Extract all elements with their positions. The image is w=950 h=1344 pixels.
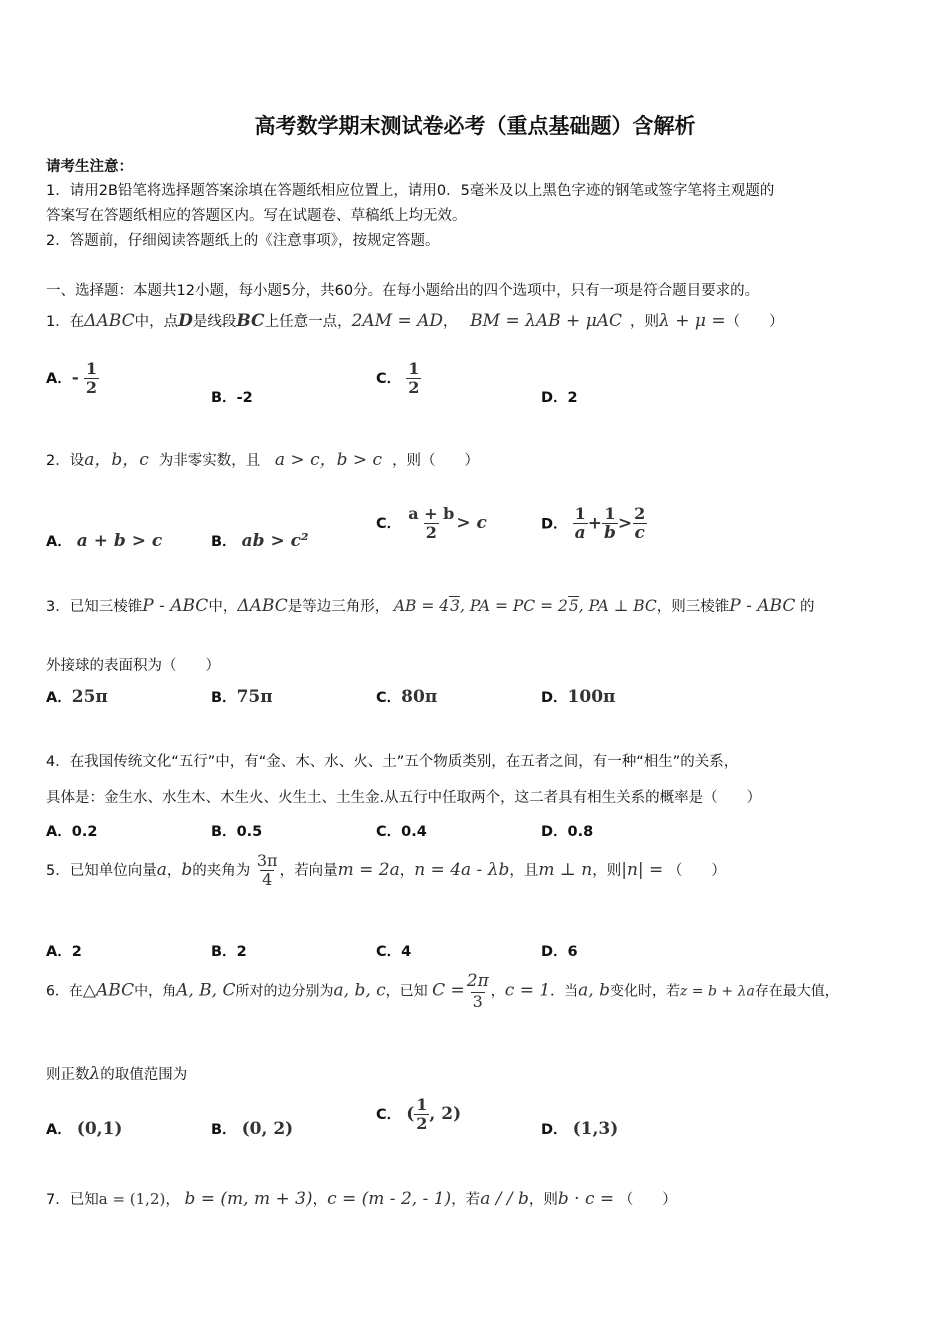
question-3-stem: 3．已知三棱锥P - ABC中，ΔABC是等边三角形， AB = 43, PA = PC = 25, PA ⊥ BC，则三棱锥P - ABC 的 (46, 596, 815, 616)
question-5-stem: 5．已知单位向量a，b的夹角为 $\frac{3\pi}{4}$ ，若向量m = 2a，n = 4a - λb，且m ⊥ n，则|n| = （ ） (46, 851, 726, 890)
question-7-stem: 7．已知a = (1,2)， b = (m, m + 3)，c = (m - 2, - 1)，若a / / b，则b · c = （ ） (46, 1189, 677, 1209)
q1-text: 上任意一点， (264, 314, 352, 330)
q5-option-c[interactable]: C．4 (376, 944, 412, 960)
q2-option-d[interactable]: D． $\frac{1}{a}$ + $\frac{1}{b}$ > $\frac{2}{c}$ (541, 504, 646, 544)
q5-option-b[interactable]: B．2 (211, 944, 247, 960)
q1-vector-decomposition: BM = λAB + μAC (470, 311, 623, 331)
q5-option-d[interactable]: D．6 (541, 944, 578, 960)
q6-option-a[interactable]: A． (0,1) (46, 1119, 123, 1139)
notice-item-1-continued: 答案写在答题纸相应的答题区内。写在试题卷、草稿纸上均无效。 (46, 208, 467, 224)
notice-item-2: 2．答题前，仔细阅读答题纸上的《注意事项》，按规定答题。 (46, 233, 440, 249)
q5-option-a[interactable]: A．2 (46, 944, 82, 960)
q3-option-c[interactable]: C．80π (376, 687, 438, 707)
q1-option-b[interactable]: B．-2 (211, 390, 253, 406)
question-3-stem-continued: 外接球的表面积为（ ） (46, 658, 220, 674)
q1-text: （ ） (725, 314, 784, 330)
q3-option-a[interactable]: A．25π (46, 687, 108, 707)
q1-vector-equation: 2AM = AD (351, 311, 444, 331)
q4-option-a[interactable]: A．0.2 (46, 824, 98, 840)
q2-option-a[interactable]: A． a + b > c (46, 531, 163, 551)
q1-text: ，则 (630, 314, 660, 330)
q3-option-b[interactable]: B．75π (211, 687, 273, 707)
q1-math: λ + μ = (659, 311, 726, 331)
q4-option-c[interactable]: C．0.4 (376, 824, 427, 840)
q4-option-d[interactable]: D．0.8 (541, 824, 594, 840)
q1-text: ， (443, 314, 458, 330)
q3-option-d[interactable]: D．100π (541, 687, 616, 707)
q1-text: 1．在 (46, 314, 85, 330)
q6-option-b[interactable]: B． (0, 2) (211, 1119, 294, 1139)
q1-option-a[interactable]: A．- $\frac{1}{2}$ (46, 359, 97, 398)
q6-option-d[interactable]: D． (1,3) (541, 1119, 619, 1139)
page-title: 高考数学期末测试卷必考（重点基础题）含解析 (254, 114, 696, 138)
q1-math: ΔABC (84, 311, 135, 331)
q2-option-b[interactable]: B． ab > c² (211, 531, 309, 551)
question-4-stem: 4．在我国传统文化“五行”中，有“金、木、水、火、土”五个物质类别，在五者之间，有一种“相生”的关系， (46, 754, 739, 770)
q1-math: BC (236, 311, 265, 331)
q1-text: 是线段 (192, 314, 237, 330)
section-heading: 一、选择题：本题共12小题，每小题5分，共60分。在每小题给出的四个选项中，只有一项是符合题目要求的。 (46, 283, 760, 299)
q6-option-c[interactable]: C． ( $\frac{1}{2}$ , 2) (376, 1095, 462, 1134)
question-1-stem (46, 310, 784, 331)
q2-math: a > c，b > c (274, 450, 383, 470)
question-2-stem: 2．设a，b，c 为非零实数，且 a > c，b > c ，则（ ） (46, 450, 480, 470)
question-6-stem-continued: 则正数λ的取值范围为 (46, 1064, 188, 1084)
notice-heading: 请考生注意： (46, 159, 133, 175)
question-4-stem-continued: 具体是：金生水、水生木、木生火、火生土、土生金.从五行中任取两个，这二者具有相生关系的概率是（ ） (46, 790, 762, 806)
question-6-stem: 6．在△ABC中，角A, B, C所对的边分别为a, b, c，已知 C = $\frac{2\pi}{3}$ ，c = 1．当a, b变化时，若z = b + λa存在最大值， (46, 971, 839, 1011)
notice-item-1: 1．请用2B铅笔将选择题答案涂填在答题纸相应位置上，请用0．5毫米及以上黑色字迹的钢笔或签字笔将主观题的 (46, 183, 775, 199)
q4-option-b[interactable]: B．0.5 (211, 824, 263, 840)
q2-option-c[interactable]: C． $\frac{a + b}{2}$ > c (376, 504, 487, 543)
q1-option-d[interactable]: D．2 (541, 390, 578, 406)
q1-math: D (178, 311, 193, 331)
q1-text: 中，点 (134, 314, 179, 330)
q2-math: a，b，c (84, 450, 149, 470)
q1-option-c[interactable]: C． $\frac{1}{2}$ (376, 359, 420, 398)
